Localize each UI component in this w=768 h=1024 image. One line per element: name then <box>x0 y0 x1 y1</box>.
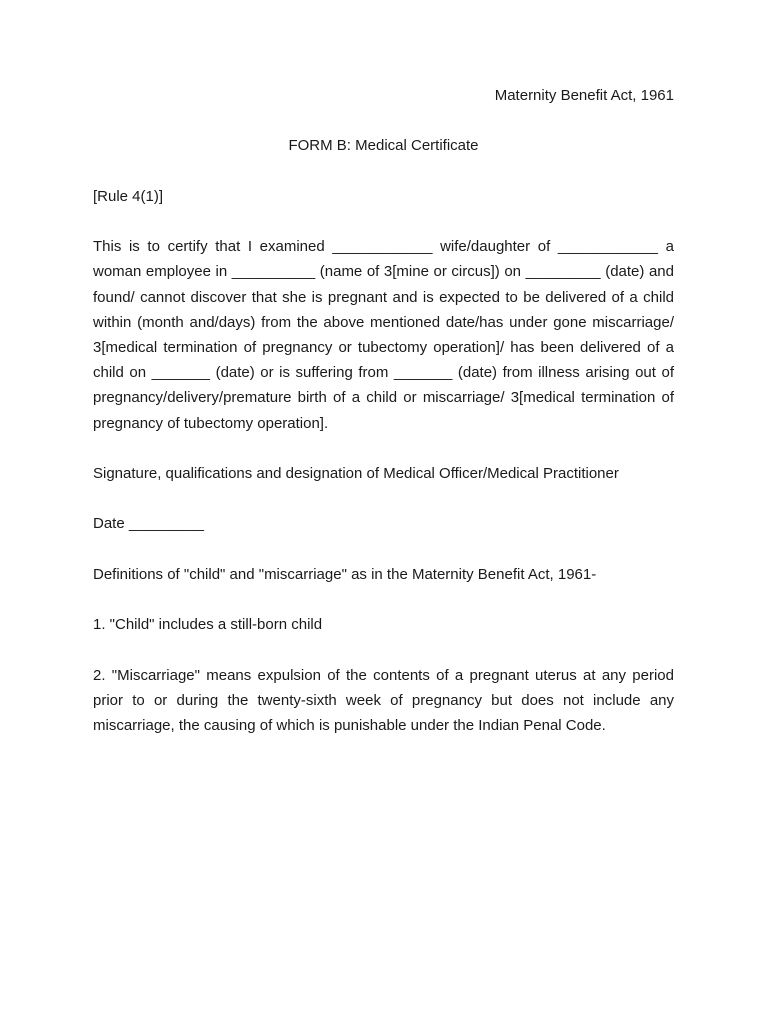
rule-reference: [Rule 4(1)] <box>93 187 164 205</box>
definition-child: 1. "Child" includes a still-born child <box>93 616 323 634</box>
definitions-heading: Definitions of "child" and "miscarriage" as in the Maternity Benefit Act, 1961- <box>93 565 597 583</box>
signature-line: Signature, qualifications and designation of Medical Officer/Medical Practitioner <box>93 464 619 482</box>
definition-miscarriage: 2. "Miscarriage" means expulsion of the contents of a pregnant uterus at any period prior to or during the twenty-sixth week of pregnancy but does not include any miscarriage, the causing of which is punishable under the Indian Penal Code. <box>93 666 674 734</box>
form-title: FORM B: Medical Certificate <box>288 137 479 155</box>
document-page <box>93 83 674 763</box>
date-line: Date _________ <box>93 515 204 533</box>
act-reference: Maternity Benefit Act, 1961 <box>494 87 674 104</box>
certification-paragraph: This is to certify that I examined ____________ wife/daughter of ____________ a woman employee in __________ (name of 3[mine or circus]) on _________ (date) and found/ cannot discover that she is pregnant and is expected to be delivered of a child within (month and/days) from the above mentioned date/has under gone miscarriage/ 3[medical termination of pregnancy or tubectomy operation]/ has been delivered of a child on _______ (date) or is suffering from _______ (date) from illness arising out of pregnancy/delivery/premature birth of a child or miscarriage/ 3[medical termination of pregnancy of tubectomy operation]. <box>93 238 674 432</box>
